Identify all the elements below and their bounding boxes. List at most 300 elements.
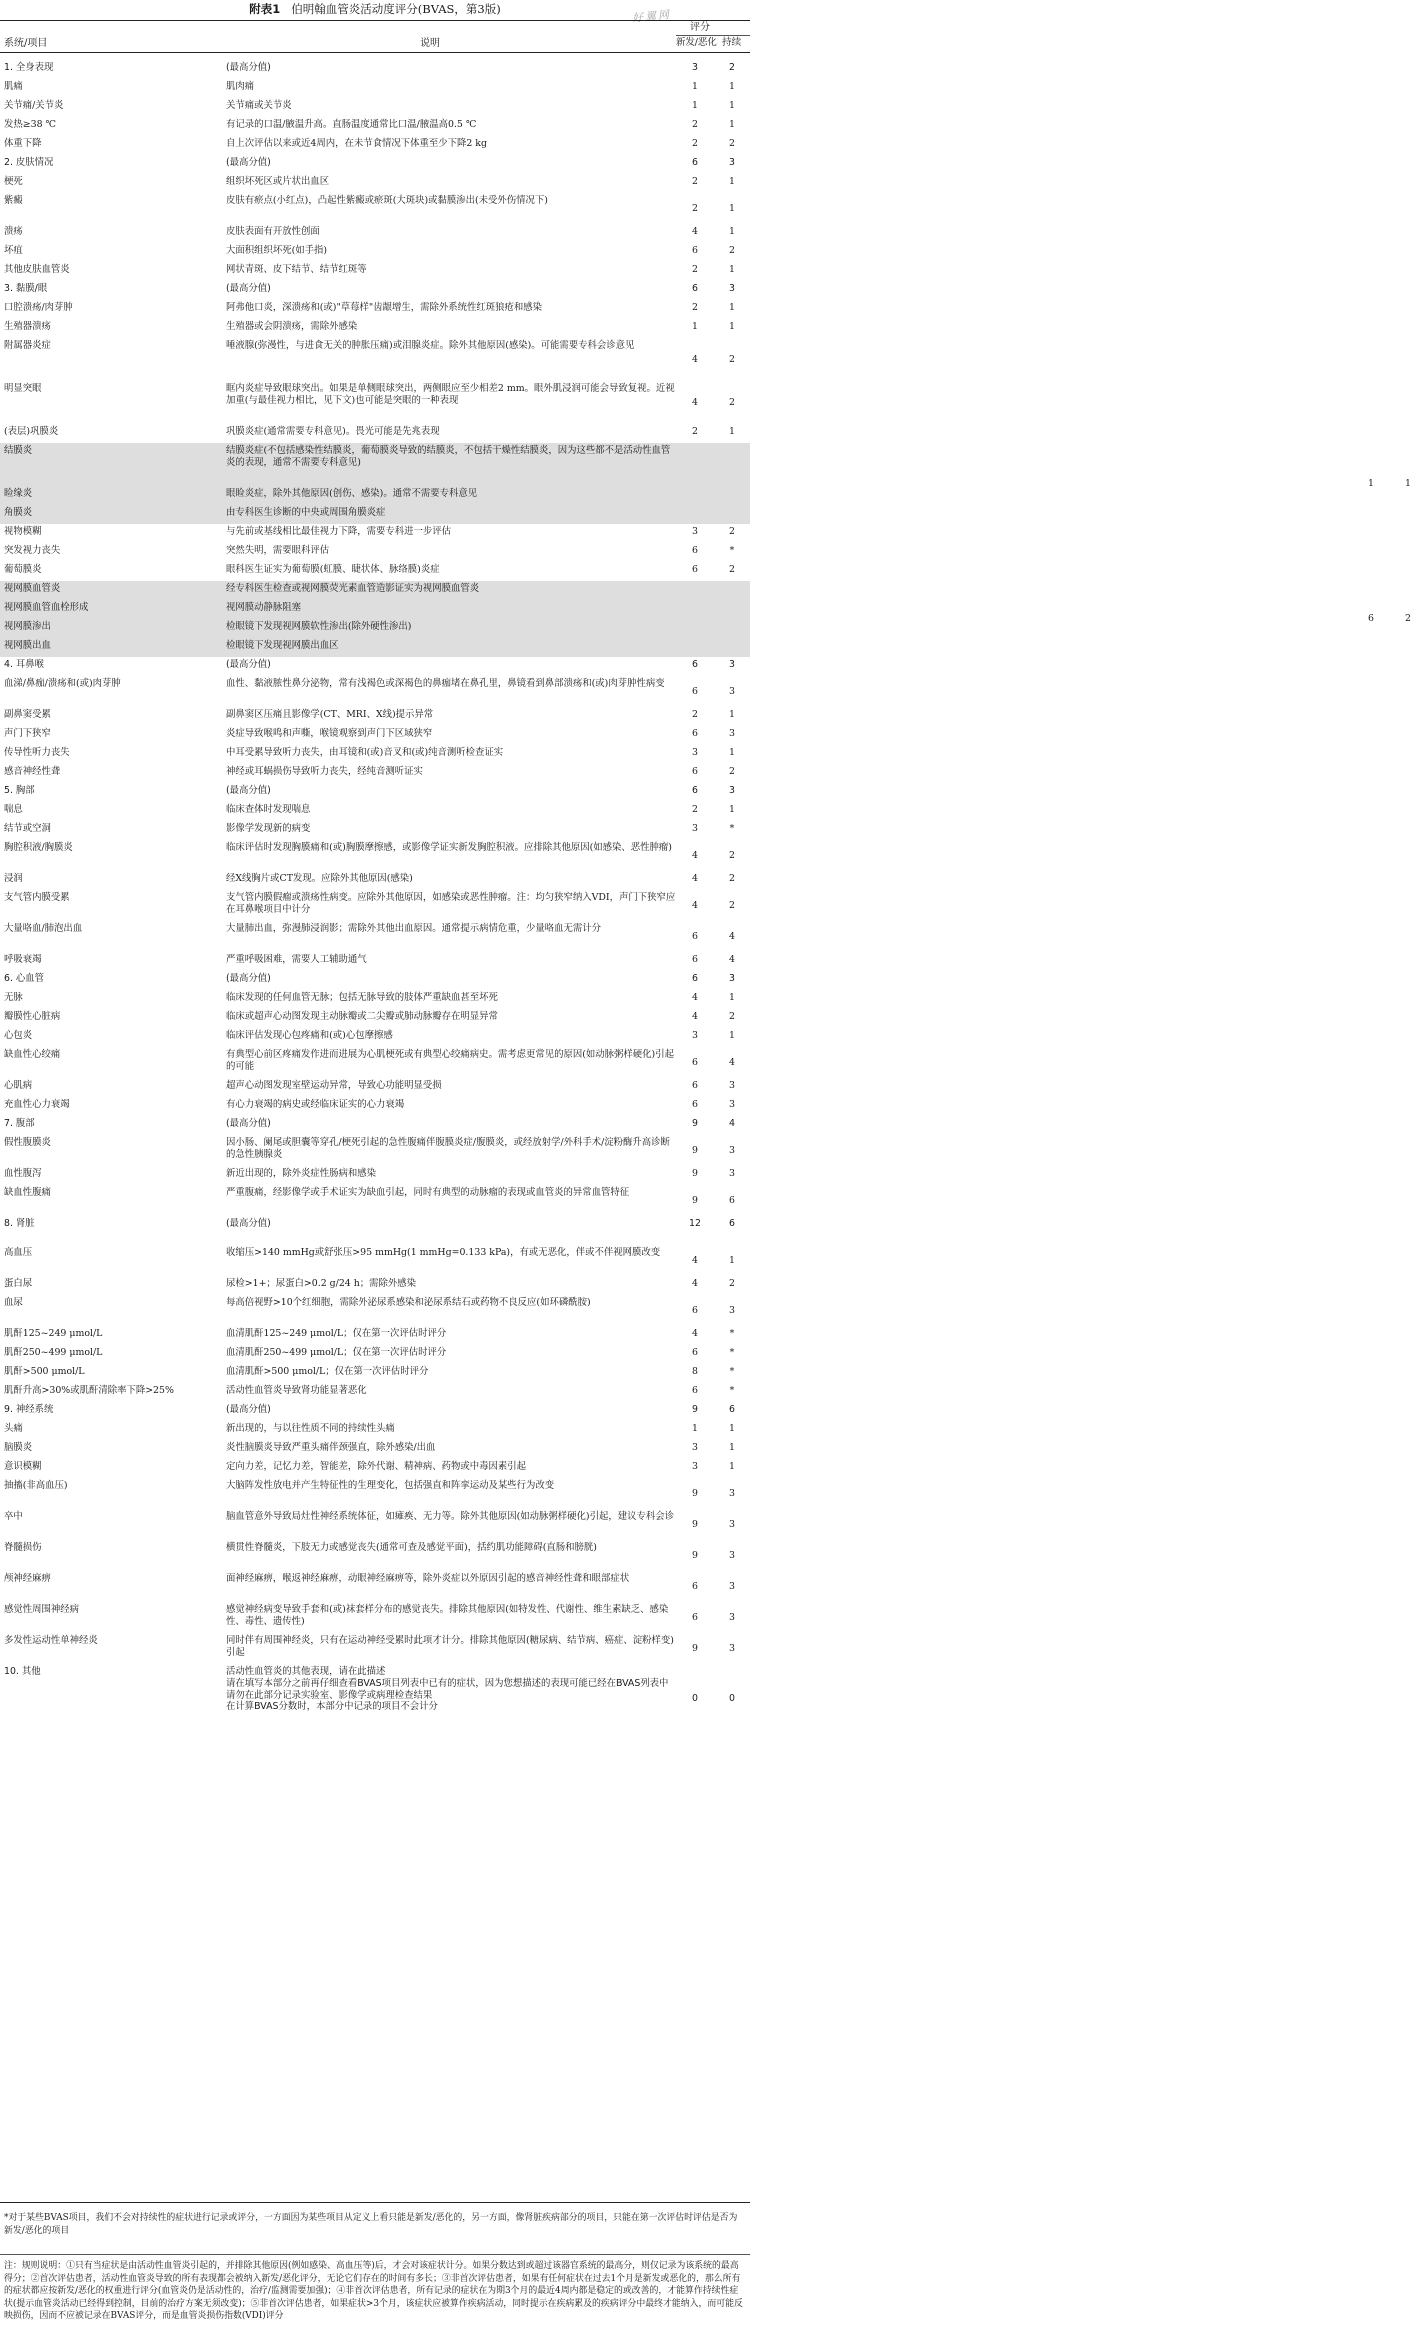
- footnote-star: *对于某些BVAS项目，我们不会对持续性的症状进行记录或评分，一方面因为某些项目从定义上看只能是新发/恶化的，另一方面，像肾脏疾病部分的项目，只能在第一次评估时评估是否为新发/恶化的项目: [4, 2213, 738, 2236]
- table-row: [0, 1633, 750, 1664]
- row-item: 肌酐250~499 μmol/L: [4, 1347, 103, 1358]
- table-row: [0, 1326, 750, 1345]
- row-description: 巩膜炎症(通常需要专科意见)。畏光可能是先兆表现: [226, 426, 440, 437]
- score-persist: 1: [729, 321, 735, 332]
- score-new: 1: [692, 1423, 698, 1434]
- table-row: [0, 79, 750, 98]
- table-row: [0, 1571, 750, 1602]
- row-item: 感觉性周围神经病: [4, 1604, 80, 1615]
- row-description: 严重腹痛，经影像学或手术证实为缺血引起，同时有典型的动脉瘤的表现或血管炎的异常血管特征: [226, 1187, 630, 1198]
- table-row: [0, 871, 750, 890]
- score-persist: 2: [729, 245, 735, 256]
- score-new: 2: [692, 264, 698, 275]
- score-new: 6: [692, 930, 698, 942]
- score-new: 9: [692, 1194, 698, 1206]
- row-description: (最高分值): [226, 785, 271, 796]
- table-row: [0, 890, 750, 921]
- score-new: 1: [692, 81, 698, 92]
- row-item: 角膜炎: [4, 507, 33, 518]
- table-row: [0, 600, 750, 619]
- score-new: 2: [692, 804, 698, 815]
- score-persist: 1: [729, 302, 735, 313]
- row-description: 皮肤有瘀点(小红点)，凸起性紫癜或瘀斑(大斑块)或黏膜渗出(未受外伤情况下): [226, 195, 548, 206]
- watermark: 好翼网: [631, 7, 672, 25]
- table-row: [0, 1602, 750, 1633]
- score-new: 9: [692, 1144, 698, 1156]
- score-new: 6: [692, 1611, 698, 1623]
- table-row: [0, 1276, 750, 1295]
- score-new: 6: [692, 545, 698, 556]
- score-persist: 2: [729, 899, 735, 911]
- legend-notes: 注：规则说明：①只有当症状是由活动性血管炎引起的，并排除其他原因(例如感染、高血压等)后，才会对该症状计分。如果分数达到或超过该器官系统的最高分，则仅记录为该系统的最高得分；②首次评估患者，活动性血管炎导致的所有表现都会被纳入新发/恶化评分，无论它们存在的时间有多长；③非首次评估患者，如果有任何症状在过去1个月是新发或恶化的，那么所有的症状都应按新发/恶化的权重进行评分(血管炎仍是活动性的，治疗/监测需要加强)；④非首次评估患者，所有记录的症状在为期3个月的最近4周内都是稳定的或改善的，才能算作持续性症状(提示血管炎活动已经得到控制，目前的治疗方案无须改变)；⑤非首次评估患者，如果症状>3个月，该症状应被算作疾病活动，同时提示在疾病累及的疾病评分中最终才能纳入，而可能反映损伤，因而不应被记录在BVAS评分，而是血管炎损伤指数(VDI)评分: [4, 2261, 743, 2322]
- table-row: [0, 1540, 750, 1571]
- score-persist: 2: [729, 766, 735, 777]
- table-title-text: 伯明翰血管炎活动度评分(BVAS，第3版): [291, 2, 501, 16]
- section-row: [0, 155, 750, 174]
- table-row: [0, 193, 750, 224]
- row-description: (最高分值): [226, 973, 271, 984]
- table-row: [0, 136, 750, 155]
- score-new: 6: [692, 785, 698, 796]
- section-title: 7. 腹部: [4, 1118, 35, 1129]
- row-description: 新出现的，与以往性质不同的持续性头痛: [226, 1423, 395, 1434]
- table-row: [0, 300, 750, 319]
- table-row: [0, 581, 750, 600]
- shaded-group: [0, 581, 1411, 657]
- score-persist: 3: [729, 659, 735, 670]
- score-new: 4: [692, 1278, 698, 1289]
- table-row: [0, 1078, 750, 1097]
- row-description: 尿检>1+；尿蛋白>0.2 g/24 h；需除外感染: [226, 1278, 417, 1289]
- score-persist: 1: [729, 804, 735, 815]
- score-new: 6: [1368, 613, 1374, 625]
- row-item: 传导性听力丧失: [4, 747, 70, 758]
- row-description: 血清肌酐>500 μmol/L；仅在第一次评估时评分: [226, 1366, 429, 1377]
- table-row: [0, 676, 750, 707]
- row-description: 唾液腺(弥漫性，与进食无关的肿胀压痛)或泪腺炎症。除外其他原因(感染)。可能需要专科会诊意见: [226, 340, 635, 351]
- row-description: 经专科医生检查或视网膜荧光素血管造影证实为视网膜血管炎: [226, 583, 480, 594]
- row-description: 收缩压>140 mmHg或舒张压>95 mmHg(1 mmHg=0.133 kPa)，有或无恶化，伴或不伴视网膜改变: [226, 1247, 661, 1258]
- table-row: [0, 98, 750, 117]
- score-new: 6: [692, 1347, 698, 1358]
- score-new: 4: [692, 226, 698, 237]
- table-row: [0, 1009, 750, 1028]
- row-description: 皮肤表面有开放性创面: [226, 226, 320, 237]
- score-new: 6: [692, 564, 698, 575]
- table-row: [0, 638, 750, 657]
- section-title: 2. 皮肤情况: [4, 157, 54, 168]
- score-persist: 2: [729, 1278, 735, 1289]
- row-description: 临床评估时发现胸膜痛和(或)胸膜摩擦感，或影像学证实新发胸腔积液。应排除其他原因(如感染、恶性肿瘤): [226, 842, 672, 853]
- table-row: [0, 802, 750, 821]
- table-row: [0, 1245, 750, 1276]
- score-persist: 1: [729, 100, 735, 111]
- table-row: [0, 524, 750, 543]
- score-new: 4: [692, 899, 698, 911]
- table-row: [0, 262, 750, 281]
- row-description: 检眼镜下发现视网膜出血区: [226, 640, 339, 651]
- score-persist: *: [729, 1347, 735, 1358]
- row-description: 眼科医生证实为葡萄膜(虹膜、睫状体、脉络膜)炎症: [226, 564, 440, 575]
- table-row: [0, 174, 750, 193]
- score-persist: 1: [729, 81, 735, 92]
- row-description: 经X线胸片或CT发现。应除外其他原因(感染): [226, 873, 413, 884]
- score-persist: 1: [729, 264, 735, 275]
- score-new: 9: [692, 1487, 698, 1499]
- score-persist: 2: [729, 396, 735, 408]
- table-row: [0, 562, 750, 581]
- row-description: 临床发现的任何血管无脉；包括无脉导致的肢体严重缺血甚至坏死: [226, 992, 498, 1003]
- table-row: [0, 319, 750, 338]
- score-persist: 2: [729, 138, 735, 149]
- row-item: 口腔溃疡/肉芽肿: [4, 302, 73, 313]
- score-persist: *: [729, 545, 735, 556]
- score-persist: 1: [729, 1442, 735, 1453]
- score-persist: 1: [729, 1461, 735, 1472]
- score-persist: 3: [729, 1611, 735, 1623]
- row-item: 视网膜血管血栓形成: [4, 602, 89, 613]
- score-new: 6: [692, 1304, 698, 1316]
- row-description: 副鼻窦区压痛且影像学(CT、MRI、X线)提示异常: [226, 709, 434, 720]
- row-item: 突发视力丧失: [4, 545, 61, 556]
- row-item: 视网膜血管炎: [4, 583, 61, 594]
- row-description: 新近出现的，除外炎症性肠病和感染: [226, 1168, 377, 1179]
- header-item: 系统/项目: [4, 38, 48, 49]
- row-item: 胸腔积液/胸膜炎: [4, 842, 73, 853]
- row-item: 其他皮肤血管炎: [4, 264, 70, 275]
- row-description: 脑血管意外导致局灶性神经系统体征，如瘫痪、无力等。除外其他原因(如动脉粥样硬化)引起，建议专科会诊: [226, 1511, 674, 1522]
- row-description: 活动性血管炎导致肾功能显著恶化: [226, 1385, 367, 1396]
- row-item: 心肌病: [4, 1080, 33, 1091]
- row-item: 头痛: [4, 1423, 23, 1434]
- row-item: 抽搐(非高血压): [4, 1480, 68, 1491]
- table-row: [0, 424, 750, 443]
- row-item: 浸润: [4, 873, 23, 884]
- score-persist: 1: [729, 1030, 735, 1041]
- score-persist: 3: [729, 283, 735, 294]
- row-description: 神经或耳蜗损伤导致听力丧失，经纯音测听证实: [226, 766, 423, 777]
- score-new: 4: [692, 992, 698, 1003]
- row-item: 脊髓损伤: [4, 1542, 42, 1553]
- score-persist: 3: [729, 1518, 735, 1530]
- score-new: 1: [692, 100, 698, 111]
- table-row: [0, 1047, 750, 1078]
- score-new: 9: [692, 1118, 698, 1129]
- score-persist: 3: [729, 785, 735, 796]
- score-persist: *: [729, 1366, 735, 1377]
- score-persist: 3: [729, 1487, 735, 1499]
- row-description: 大脑阵发性放电并产生特征性的生理变化，包括强直和阵挛运动及某些行为改变: [226, 1480, 555, 1491]
- section-row: [0, 657, 750, 676]
- row-item: 体重下降: [4, 138, 42, 149]
- header-description: 说明: [420, 38, 440, 49]
- score-persist: 2: [729, 564, 735, 575]
- row-item: 结膜炎: [4, 445, 33, 456]
- shaded-group: [0, 443, 1411, 524]
- score-persist: 2: [729, 849, 735, 861]
- score-new: 9: [692, 1168, 698, 1179]
- row-description: 超声心动图发现室壁运动异常，导致心功能明显受损: [226, 1080, 442, 1091]
- row-item: 发热≥38 ℃: [4, 119, 57, 130]
- table-row: [0, 1364, 750, 1383]
- score-subrule: [676, 35, 750, 36]
- score-persist: 3: [729, 728, 735, 739]
- score-new: 9: [692, 1404, 698, 1415]
- row-item: 血性腹泻: [4, 1168, 42, 1179]
- row-item: 支气管内膜受累: [4, 892, 70, 903]
- row-item: 血涕/鼻痂/溃疡和(或)肉芽肿: [4, 678, 121, 689]
- score-persist: 3: [729, 1580, 735, 1592]
- row-description: 每高倍视野>10个红细胞，需除外泌尿系感染和泌尿系结石或药物不良反应(如环磷酰胺): [226, 1297, 591, 1308]
- section-row: [0, 783, 750, 802]
- score-new: 3: [692, 823, 698, 834]
- score-persist: 3: [729, 1549, 735, 1561]
- score-persist: 6: [729, 1218, 735, 1229]
- row-item: 瓣膜性心脏病: [4, 1011, 61, 1022]
- section-title: 6. 心血管: [4, 973, 45, 984]
- table-row: [0, 243, 750, 262]
- section-title: 3. 黏膜/眼: [4, 283, 48, 294]
- row-description: 生殖器或会阴溃疡，需除外感染: [226, 321, 358, 332]
- table-row: [0, 1440, 750, 1459]
- score-new: 6: [692, 954, 698, 965]
- score-new: 6: [692, 283, 698, 294]
- row-description: (最高分值): [226, 283, 271, 294]
- row-description: 炎症导致喉鸣和声嘶，喉镜观察到声门下区域狭窄: [226, 728, 433, 739]
- row-item: 假性腹膜炎: [4, 1137, 51, 1148]
- row-item: 副鼻窦受累: [4, 709, 51, 720]
- header-persist: 持续: [722, 37, 742, 48]
- row-item: (表层)巩膜炎: [4, 426, 59, 437]
- score-persist: 1: [1405, 477, 1411, 489]
- score-persist: *: [729, 1385, 735, 1396]
- row-item: 血尿: [4, 1297, 23, 1308]
- row-description: 组织坏死区或片状出血区: [226, 176, 330, 187]
- row-description: 眼睑炎症，除外其他原因(创伤、感染)。通常不需要专科意见: [226, 488, 478, 499]
- score-new: 6: [692, 1385, 698, 1396]
- score-persist: 1: [729, 226, 735, 237]
- table-row: [0, 764, 750, 783]
- table-row: [0, 381, 750, 424]
- row-item: 视物模糊: [4, 526, 42, 537]
- score-persist: 1: [729, 1254, 735, 1266]
- row-item: 呼吸衰竭: [4, 954, 42, 965]
- table-row: [0, 486, 750, 505]
- row-description: 大量肺出血，弥漫肺浸润影；需除外其他出血原因。通常提示病情危重，少量咯血无需计分: [226, 923, 602, 934]
- table-row: [0, 1383, 750, 1402]
- table-row: [0, 1135, 750, 1166]
- score-persist: 3: [729, 1642, 735, 1654]
- row-description: 关节痛或关节炎: [226, 100, 292, 111]
- score-new: 2: [692, 176, 698, 187]
- row-item: 大量咯血/肺泡出血: [4, 923, 83, 934]
- score-new: 2: [692, 426, 698, 437]
- row-item: 高血压: [4, 1247, 33, 1258]
- score-persist: 3: [729, 1168, 735, 1179]
- score-persist: 2: [1405, 613, 1411, 625]
- score-new: 6: [692, 766, 698, 777]
- score-persist: 3: [729, 1080, 735, 1091]
- score-new: 4: [692, 396, 698, 408]
- row-description: 有典型心前区疼痛发作进而进展为心肌梗死或有典型心绞痛病史。需考虑更常见的原因(如动脉粥样硬化)引起的可能: [226, 1049, 674, 1072]
- score-persist: 1: [729, 747, 735, 758]
- row-item: 视网膜出血: [4, 640, 51, 651]
- row-item: 溃疡: [4, 226, 23, 237]
- row-item: 缺血性心绞痛: [4, 1049, 61, 1060]
- table-row: [0, 921, 750, 952]
- score-new: 6: [692, 1099, 698, 1110]
- score-new: 6: [692, 157, 698, 168]
- score-new: 6: [692, 1580, 698, 1592]
- row-item: 蛋白尿: [4, 1278, 33, 1289]
- score-persist: 1: [729, 202, 735, 214]
- section-row: [0, 1116, 750, 1135]
- group-scores: [676, 581, 1411, 657]
- top-rule: [0, 20, 750, 21]
- table-row: [0, 821, 750, 840]
- score-persist: 2: [729, 353, 735, 365]
- score-persist: 3: [729, 1144, 735, 1156]
- table-row: [0, 1509, 750, 1540]
- row-item: 生殖器溃疡: [4, 321, 51, 332]
- row-item: 缺血性腹痛: [4, 1187, 51, 1198]
- row-description: 活动性血管炎的其他表现，请在此描述 请在填写本部分之前再仔细查看BVAS项目列表中已有的症状，因为您想描述的表现可能已经在BVAS列表中 请勿在此部分记录实验室、影像学或病理检查结果 在计算BVAS分数时，本部分中记录的项目不会计分: [226, 1666, 669, 1713]
- row-description: 横贯性脊髓炎，下肢无力或感觉丧失(通常可查及感觉平面)，括约肌功能障碍(直肠和膀胱): [226, 1542, 597, 1553]
- score-persist: 1: [729, 119, 735, 130]
- score-new: 6: [692, 973, 698, 984]
- table-row: [0, 505, 750, 524]
- table-row: [0, 707, 750, 726]
- row-description: 自上次评估以来或近4周内，在未节食情况下体重至少下降2 kg: [226, 138, 487, 149]
- row-description: 因小肠、阑尾或胆囊等穿孔/梗死引起的急性腹痛伴腹膜炎症/腹膜炎，或经放射学/外科手术/淀粉酶升高诊断的急性胰腺炎: [226, 1137, 670, 1160]
- table-row: [0, 840, 750, 871]
- row-description: 由专科医生诊断的中央或周围角膜炎症: [226, 507, 386, 518]
- row-description: 定向力差，记忆力差，智能差，除外代谢、精神病、药物或中毒因素引起: [226, 1461, 527, 1472]
- table-row: [0, 990, 750, 1009]
- score-new: 1: [692, 321, 698, 332]
- row-item: 心包炎: [4, 1030, 33, 1041]
- row-description: 有心力衰竭的病史或经临床证实的心力衰竭: [226, 1099, 405, 1110]
- header-score: 评分: [690, 22, 710, 33]
- score-new: 3: [692, 747, 698, 758]
- note-rule: [0, 2254, 750, 2255]
- header-new: 新发/恶化: [676, 37, 717, 48]
- score-persist: 3: [729, 1099, 735, 1110]
- row-item: 卒中: [4, 1511, 23, 1522]
- row-description: 中耳受累导致听力丧失，由耳镜和(或)音叉和(或)纯音测听检查证实: [226, 747, 504, 758]
- row-item: 无脉: [4, 992, 23, 1003]
- row-description: 检眼镜下发现视网膜软性渗出(除外硬性渗出): [226, 621, 412, 632]
- row-description: (最高分值): [226, 1118, 271, 1129]
- row-description: 网状青斑、皮下结节、结节红斑等: [226, 264, 367, 275]
- bvas-table: [0, 60, 1411, 1733]
- row-item: 肌酐升高>30%或肌酐清除率下降>25%: [4, 1385, 174, 1396]
- row-description: 眶内炎症导致眼球突出。如果是单侧眼球突出，两侧眼应至少相差2 mm。眼外肌浸润可能会导致复视。近视加重(与最佳视力相比，见下文)也可能是突眼的一种表现: [226, 383, 675, 406]
- table-row: [0, 745, 750, 764]
- table-row: [0, 1421, 750, 1440]
- row-item: 肌酐>500 μmol/L: [4, 1366, 85, 1377]
- score-new: 3: [692, 1461, 698, 1472]
- score-persist: 1: [729, 992, 735, 1003]
- section-title: 5. 胸部: [4, 785, 35, 796]
- score-new: 2: [692, 302, 698, 313]
- score-new: 0: [692, 1692, 698, 1704]
- section-title: 4. 耳鼻喉: [4, 659, 45, 670]
- score-new: 6: [692, 1056, 698, 1068]
- table-row: [0, 1345, 750, 1364]
- score-persist: 3: [729, 157, 735, 168]
- row-description: 严重呼吸困难，需要人工辅助通气: [226, 954, 367, 965]
- row-description: 炎性脑膜炎导致严重头痛伴颈强直，除外感染/出血: [226, 1442, 436, 1453]
- header-rule: [0, 52, 750, 53]
- section-row: [0, 281, 750, 300]
- row-item: 视网膜渗出: [4, 621, 51, 632]
- score-new: 3: [692, 526, 698, 537]
- row-item: 多发性运动性单神经炎: [4, 1635, 98, 1646]
- score-persist: 2: [729, 62, 735, 73]
- score-persist: 1: [729, 1423, 735, 1434]
- section-title: 9. 神经系统: [4, 1404, 54, 1415]
- score-persist: 4: [729, 1056, 735, 1068]
- score-persist: 3: [729, 1304, 735, 1316]
- table-row: [0, 1166, 750, 1185]
- row-item: 葡萄膜炎: [4, 564, 42, 575]
- table-row: [0, 1028, 750, 1047]
- score-persist: 0: [729, 1692, 735, 1704]
- row-description: 视网膜动静脉阻塞: [226, 602, 302, 613]
- score-persist: 6: [729, 1194, 735, 1206]
- table-row: [0, 117, 750, 136]
- score-persist: *: [729, 1328, 735, 1339]
- section-row: [0, 1402, 750, 1421]
- table-row: [0, 726, 750, 745]
- row-item: 肌酐125~249 μmol/L: [4, 1328, 103, 1339]
- row-item: 意识模糊: [4, 1461, 42, 1472]
- row-item: 声门下狭窄: [4, 728, 51, 739]
- score-new: 1: [1368, 477, 1374, 489]
- score-new: 9: [692, 1518, 698, 1530]
- score-persist: 1: [729, 176, 735, 187]
- row-item: 结节或空洞: [4, 823, 51, 834]
- score-new: 2: [692, 709, 698, 720]
- score-persist: 1: [729, 426, 735, 437]
- row-item: 明显突眼: [4, 383, 42, 394]
- row-item: 感音神经性聋: [4, 766, 61, 777]
- row-item: 坏疽: [4, 245, 23, 256]
- score-new: 4: [692, 873, 698, 884]
- score-new: 4: [692, 1011, 698, 1022]
- score-persist: 4: [729, 954, 735, 965]
- row-description: 阿弗他口炎，深溃疡和(或)"草莓样"齿龈增生，需除外系统性红斑狼疮和感染: [226, 302, 542, 313]
- row-description: 影像学发现新的病变: [226, 823, 311, 834]
- group-scores: [676, 443, 1411, 524]
- section-title: 1. 全身表现: [4, 62, 54, 73]
- bottom-rule: [0, 2202, 750, 2203]
- row-description: 面神经麻痹，喉返神经麻痹，动眼神经麻痹等，除外炎症以外原因引起的感音神经性聋和眼部症状: [226, 1573, 630, 1584]
- score-new: 12: [689, 1218, 701, 1229]
- table-row: [0, 619, 750, 638]
- row-description: 大面积组织坏死(如手指): [226, 245, 328, 256]
- score-new: 2: [692, 138, 698, 149]
- table-row: [0, 952, 750, 971]
- score-persist: 3: [729, 973, 735, 984]
- row-description: 血性、黏液脓性鼻分泌物，常有浅褐色或深褐色的鼻痂堵在鼻孔里，鼻镜看到鼻部溃疡和(或)肉芽肿性病变: [226, 678, 665, 689]
- table-row: [0, 1185, 750, 1216]
- score-new: 9: [692, 1549, 698, 1561]
- score-new: 3: [692, 62, 698, 73]
- row-description: 突然失明，需要眼科评估: [226, 545, 330, 556]
- score-new: 6: [692, 659, 698, 670]
